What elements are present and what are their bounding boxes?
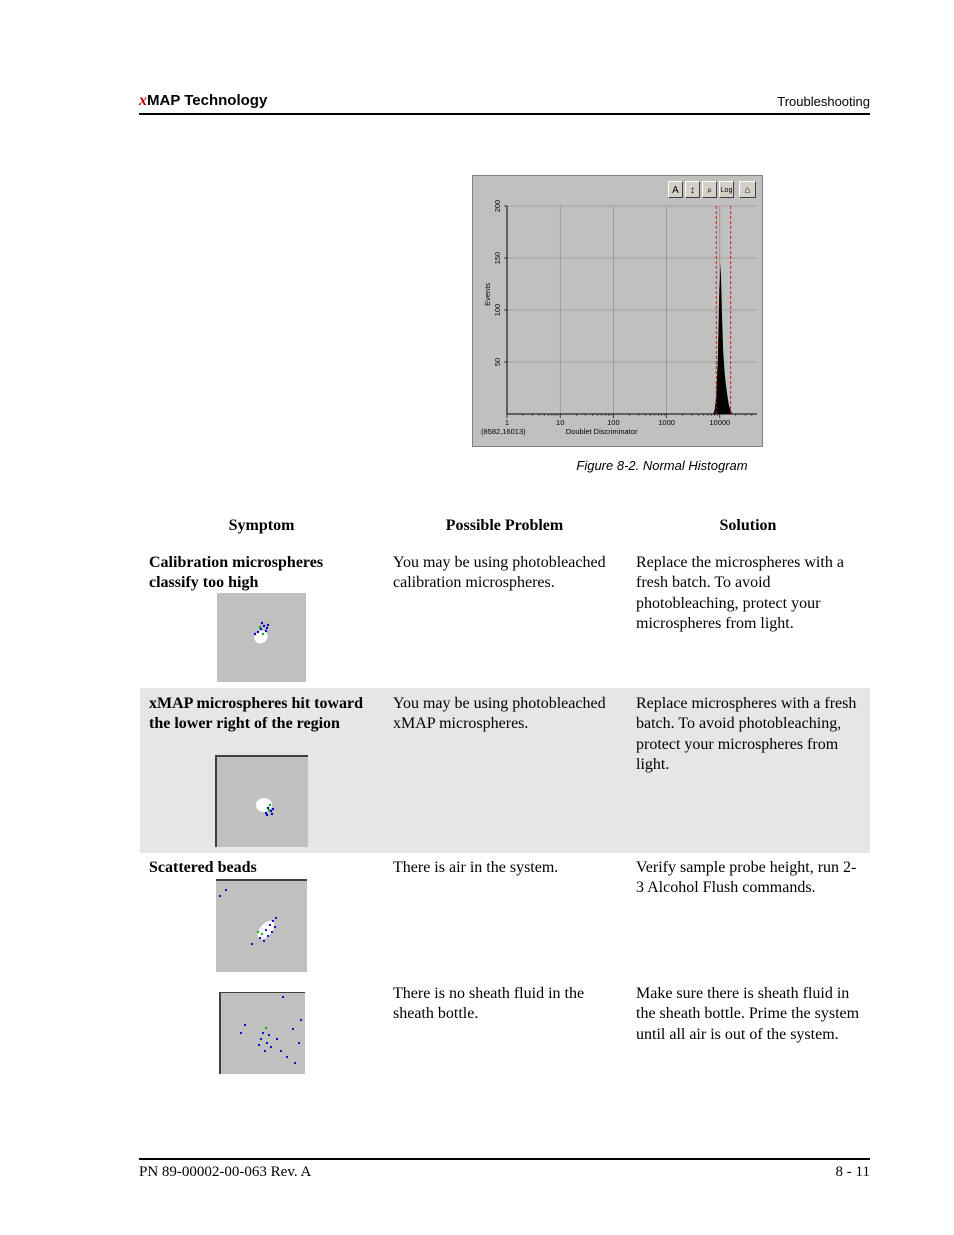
row2-problem: You may be using photobleached xMAP microspheres.	[393, 695, 606, 733]
y-tick-label: 100	[493, 303, 502, 317]
header-symptom: Symptom	[228, 517, 295, 534]
brand-title: xMAP Technology	[139, 92, 268, 109]
row3-problem: There is air in the system.	[393, 859, 559, 876]
section-title: Troubleshooting	[777, 94, 870, 109]
x-tick-label: 10000	[709, 418, 731, 427]
page-header	[139, 92, 870, 115]
header-problem: Possible Problem	[445, 517, 564, 534]
zoom-button[interactable]: ⌕	[702, 181, 717, 198]
row2-solution: Replace microspheres with a fresh batch. To avoid photobleaching, protect your microspheres from light.	[636, 695, 857, 773]
row4-solution: Make sure there is sheath fluid in the sheath bottle. Prime the system until all air is out of the system.	[636, 985, 860, 1043]
coords-readout: (8582,16013)	[481, 427, 526, 436]
row2-symptom: xMAP microspheres hit toward the lower right of the region	[149, 695, 364, 733]
y-axis-label: Events	[483, 282, 492, 306]
home-button[interactable]: ⌂	[739, 181, 756, 198]
page-footer	[139, 1158, 870, 1180]
page-number: 8 - 11	[835, 1164, 870, 1180]
dotplot-thumbnail-1	[217, 593, 306, 685]
x-tick-label: 1	[504, 418, 510, 427]
row1-problem: You may be using photobleached calibration microspheres.	[393, 554, 606, 592]
log-scale-button[interactable]: Log	[719, 181, 734, 198]
x-axis-label: Doublet Discriminator	[565, 427, 638, 436]
row3-solution: Verify sample probe height, run 2-3 Alcohol Flush commands.	[636, 859, 857, 897]
dotplot-thumbnail-2	[215, 755, 308, 847]
part-number: PN 89-00002-00-063 Rev. A	[139, 1164, 312, 1180]
row1-symptom: Calibration microspheres classify too high	[149, 554, 324, 592]
move-button[interactable]: ↕	[685, 181, 700, 198]
row1-solution: Replace the microspheres with a fresh batch. To avoid photobleaching, protect your microspheres from light.	[636, 554, 844, 632]
header-solution: Solution	[719, 517, 777, 534]
dotplot-thumbnail-4	[219, 992, 305, 1074]
y-tick-label: 50	[493, 357, 502, 367]
histogram-chart	[473, 176, 762, 446]
y-tick-label: 150	[493, 251, 502, 265]
autoscale-button[interactable]: A	[668, 181, 683, 198]
x-tick-label: 100	[607, 418, 620, 427]
figure-caption: Figure 8-2. Normal Histogram	[576, 458, 748, 473]
row3-symptom: Scattered beads	[149, 859, 257, 876]
y-tick-label: 200	[493, 199, 502, 213]
histogram-window	[472, 175, 763, 447]
dotplot-thumbnail-3	[216, 879, 307, 972]
row4-problem: There is no sheath fluid in the sheath bottle.	[393, 985, 585, 1023]
x-tick-label: 10	[556, 418, 565, 427]
x-tick-label: 1000	[658, 418, 675, 427]
